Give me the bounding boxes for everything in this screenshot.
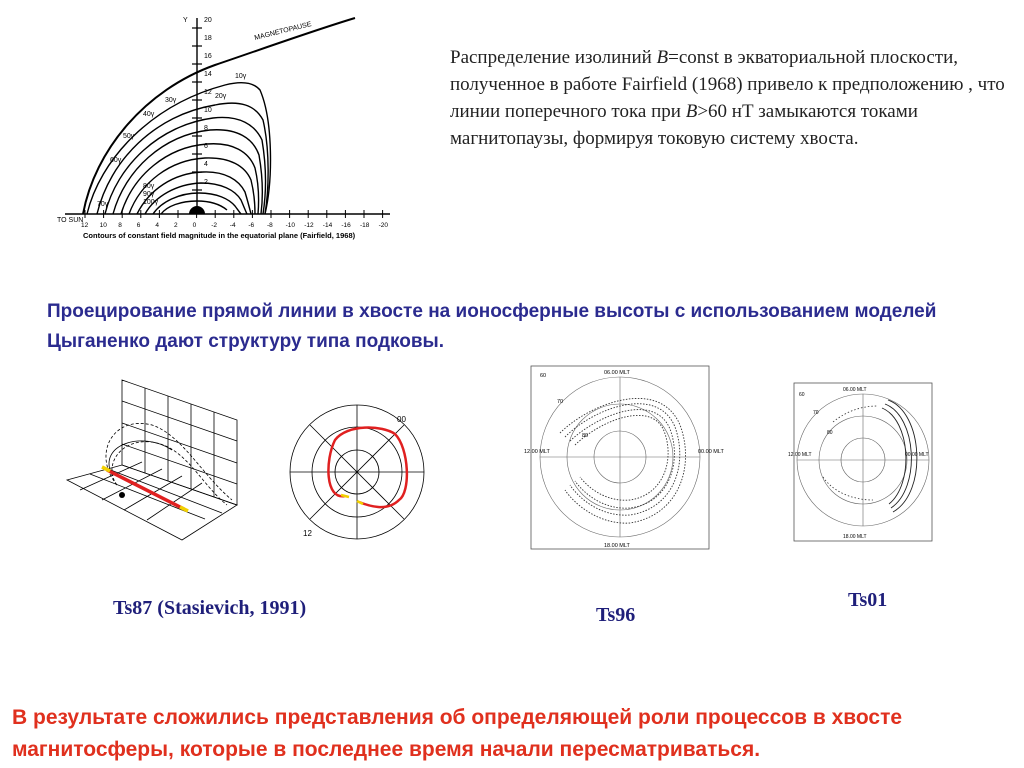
x-tick-label: -16 [341, 222, 351, 229]
paragraph-text: Распределение изолиний [450, 47, 657, 68]
earth-marker [119, 492, 125, 498]
mlt-bottom: 18.00 MLT [843, 534, 867, 540]
lat-label: 80 [582, 433, 589, 439]
lat-label: 70 [813, 410, 819, 416]
mlt-top: 06.00 MLT [604, 370, 630, 376]
paragraph-text: >60 нТ замыкаются токами магнитопаузы, формируя токовую систему хвоста. [450, 101, 918, 149]
ts01-polar-plot [788, 382, 933, 542]
x-tick-label: -4 [229, 222, 236, 229]
magnetopause-label: MAGNETOPAUSE [253, 20, 313, 42]
x-tick-label: -12 [304, 222, 314, 229]
x-tick-label: -20 [378, 222, 389, 229]
x-tick-label: -8 [267, 222, 273, 229]
mlt-top: 06.00 MLT [843, 387, 867, 393]
x-tick-label: 8 [118, 222, 122, 229]
paragraph-italic-b: B [656, 47, 669, 68]
mlt-right: 00.00 MLT [905, 452, 929, 458]
mlt-bottom: 18.00 MLT [604, 543, 630, 549]
fairfield-contour-figure [55, 10, 400, 242]
ts87-3d-figure [62, 375, 252, 545]
contour-20 [97, 103, 268, 214]
contour-label: 80γ [143, 183, 155, 190]
paragraph-italic-b: B [685, 101, 698, 122]
contour-label: 10γ [235, 73, 247, 80]
contour-label: 90γ [143, 191, 155, 198]
contour-label: 20γ [215, 93, 227, 100]
y-tick-label: 4 [204, 161, 208, 168]
y-tick-label: 12 [204, 89, 212, 96]
contour-label: 70γ [97, 201, 109, 208]
lat-label: 60 [799, 392, 805, 398]
x-tick-label: 0 [192, 222, 197, 229]
y-tick-label: 20 [204, 17, 212, 24]
y-tick-label: 18 [204, 35, 212, 42]
floor-grid [67, 465, 237, 540]
ts87-label: Ts87 (Stasievich, 1991) [113, 597, 307, 619]
ts01-label: Ts01 [848, 589, 888, 611]
lat-label: 80 [827, 430, 833, 436]
conclusion-text: В результате сложились представления об определяющей роли процессов в хвосте магнитосферы, которые в последнее время начали пересматриваться. [12, 706, 903, 761]
contour-50 [121, 144, 259, 214]
y-axis-label: Y [183, 17, 188, 24]
y-tick-label: 14 [204, 71, 212, 78]
mlt-right: 00.00 MLT [698, 449, 724, 455]
mlt-label-12: 12 [303, 529, 312, 538]
ts87-polar-plot [287, 400, 427, 545]
y-tick-label: 6 [204, 143, 208, 150]
contour-label: 50γ [123, 133, 135, 140]
ts96-label: Ts96 [596, 604, 636, 626]
contour-label: 60γ [110, 157, 122, 164]
x-tick-label: 4 [155, 222, 160, 229]
x-tick-label: -18 [360, 222, 370, 229]
x-tick-label: -10 [285, 222, 296, 229]
mlt-label-00: 00 [397, 415, 406, 424]
paragraph-text: =const в экваториальной плоскости, полученное в работе Fairfield (1968) привело к предположению , что линии поперечного тока при [450, 47, 1005, 122]
x-tick-label: 12 [81, 222, 89, 229]
x-tick-label: -6 [248, 222, 255, 229]
lat-label: 60 [540, 373, 547, 379]
contour-10 [87, 83, 270, 214]
y-tick-label: 10 [204, 107, 212, 114]
fairfield-caption: Contours of constant field magnitude in the equatorial plane (Fairfield, 1968) [83, 231, 356, 240]
contour-label: 100γ [143, 199, 159, 206]
lat-label: 70 [557, 399, 564, 405]
x-tick-label: 6 [136, 222, 141, 229]
mlt-left: 12.00 MLT [788, 452, 812, 458]
y-tick-label: 16 [204, 53, 212, 60]
y-tick-label: 2 [204, 179, 208, 186]
contour-label: 40γ [143, 111, 155, 118]
x-tick-label: -14 [322, 222, 333, 229]
mlt-left: 12.00 MLT [524, 449, 550, 455]
horseshoe-curve [328, 428, 406, 508]
contour-label: 30γ [165, 97, 177, 104]
x-tick-label: 10 [99, 222, 107, 229]
ts96-polar-plot [524, 365, 724, 550]
x-tick-label: 2 [174, 222, 178, 229]
y-tick-label: 8 [204, 125, 208, 132]
intro-paragraph [450, 44, 1010, 152]
tail-line [107, 470, 184, 509]
x-tick-label: -2 [211, 222, 217, 229]
to-sun-label: TO SUN [57, 217, 84, 224]
section-heading: Проецирование прямой линии в хвосте на ионосферные высоты с использованием моделей Цыганенко дают структуру типа подковы. [47, 301, 937, 352]
